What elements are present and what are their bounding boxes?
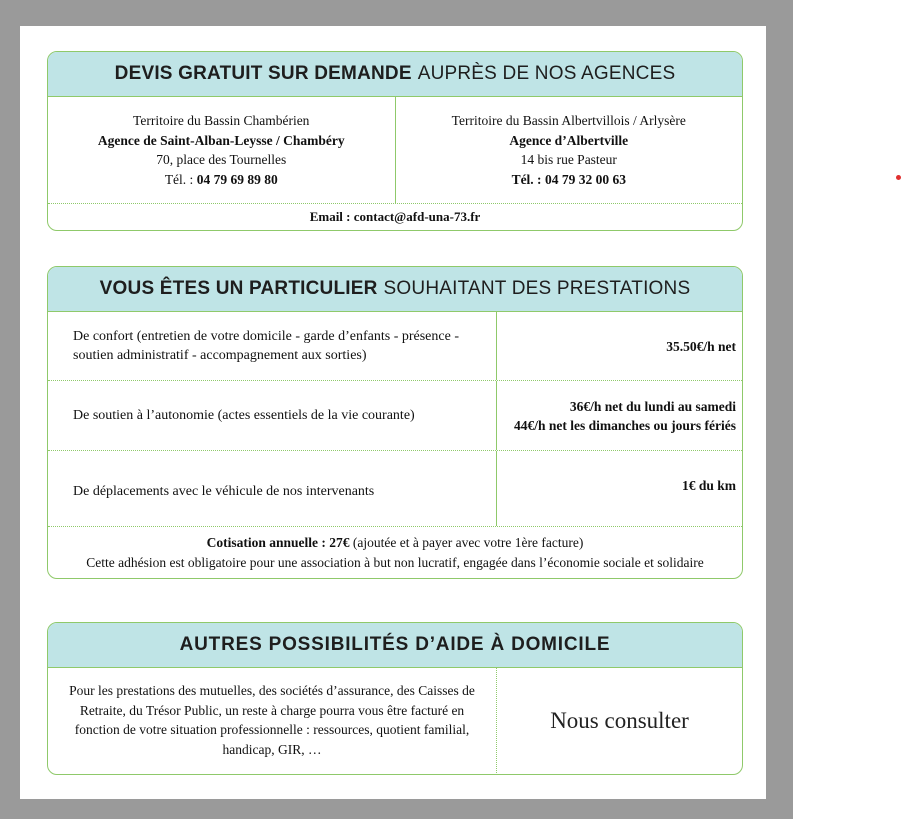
agency-territory: Territoire du Bassin Albertvillois / Arlysère: [451, 113, 686, 128]
devis-title-rest: AUPRÈS DE NOS AGENCES: [417, 63, 676, 84]
nous-consulter-text: Nous consulter: [550, 707, 689, 733]
email-row: [48, 203, 742, 230]
particulier-title-rest: SOUHAITANT DES PRESTATIONS: [383, 278, 691, 299]
service-price: 36€/h net du lundi au samedi 44€/h net les dimanches ou jours fériés: [514, 398, 736, 433]
service-price: 1€ du km: [681, 478, 736, 493]
agency-phone: Tél. : 04 79 69 89 80: [164, 171, 278, 187]
particulier-section: [47, 266, 743, 579]
red-dot-marker: [896, 175, 901, 180]
agency-phone: Tél. : 04 79 32 00 63: [511, 171, 626, 187]
agency-name: Agence de Saint-Alban-Leysse / Chambéry: [97, 132, 345, 148]
autres-description: Pour les prestations des mutuelles, des sociétés d’assurance, des Caisses de Retraite, du Trésor Public, un reste à charge pourra vous être facturé en fonction de votre situation professionnelle : ressources, quotient familial, handicap, GIR, …: [48, 668, 497, 773]
service-description: De confort (entretien de votre domicile - garde d’enfants - présence - soutien administratif - accompagnement aux sorties): [48, 312, 497, 380]
autres-header: [48, 623, 742, 668]
cotisation-label: Cotisation annuelle : 27€: [206, 535, 350, 550]
devis-header: [48, 52, 742, 97]
agency-address: 70, place des Tournelles: [156, 152, 287, 167]
price-row-autonomie: [48, 381, 742, 451]
service-description: De soutien à l’autonomie (actes essentiels de la vie courante): [48, 381, 497, 450]
agency-albertville: [395, 97, 743, 203]
agency-name: Agence d’Albertville: [509, 132, 629, 148]
agency-chambery: [48, 97, 395, 203]
autres-title: AUTRES POSSIBILITÉS D’AIDE À DOMICILE: [179, 634, 611, 655]
email-link[interactable]: Email : contact@afd-una-73.fr: [309, 209, 481, 224]
cotisation-note: [48, 527, 742, 573]
adhesion-text: Cette adhésion est obligatoire pour une association à but non lucratif, engagée dans l’économie sociale et solidaire: [86, 555, 704, 570]
document-page: [20, 26, 766, 799]
autres-section: [47, 622, 743, 775]
price-row-deplacements: [48, 451, 742, 527]
particulier-header: [48, 267, 742, 312]
devis-section: [47, 51, 743, 231]
autres-row: [48, 668, 742, 773]
agencies-row: [48, 97, 742, 203]
agency-territory: Territoire du Bassin Chambérien: [133, 113, 310, 128]
service-price: 35.50€/h net: [666, 338, 736, 354]
devis-title-bold: DEVIS GRATUIT SUR DEMANDE: [114, 63, 412, 84]
price-row-confort: [48, 312, 742, 381]
agency-address: 14 bis rue Pasteur: [520, 152, 617, 167]
cotisation-detail: (ajoutée et à payer avec votre 1ère facture): [349, 535, 584, 550]
service-description: De déplacements avec le véhicule de nos intervenants: [48, 451, 497, 526]
particulier-title-bold: VOUS ÊTES UN PARTICULIER: [99, 278, 378, 299]
